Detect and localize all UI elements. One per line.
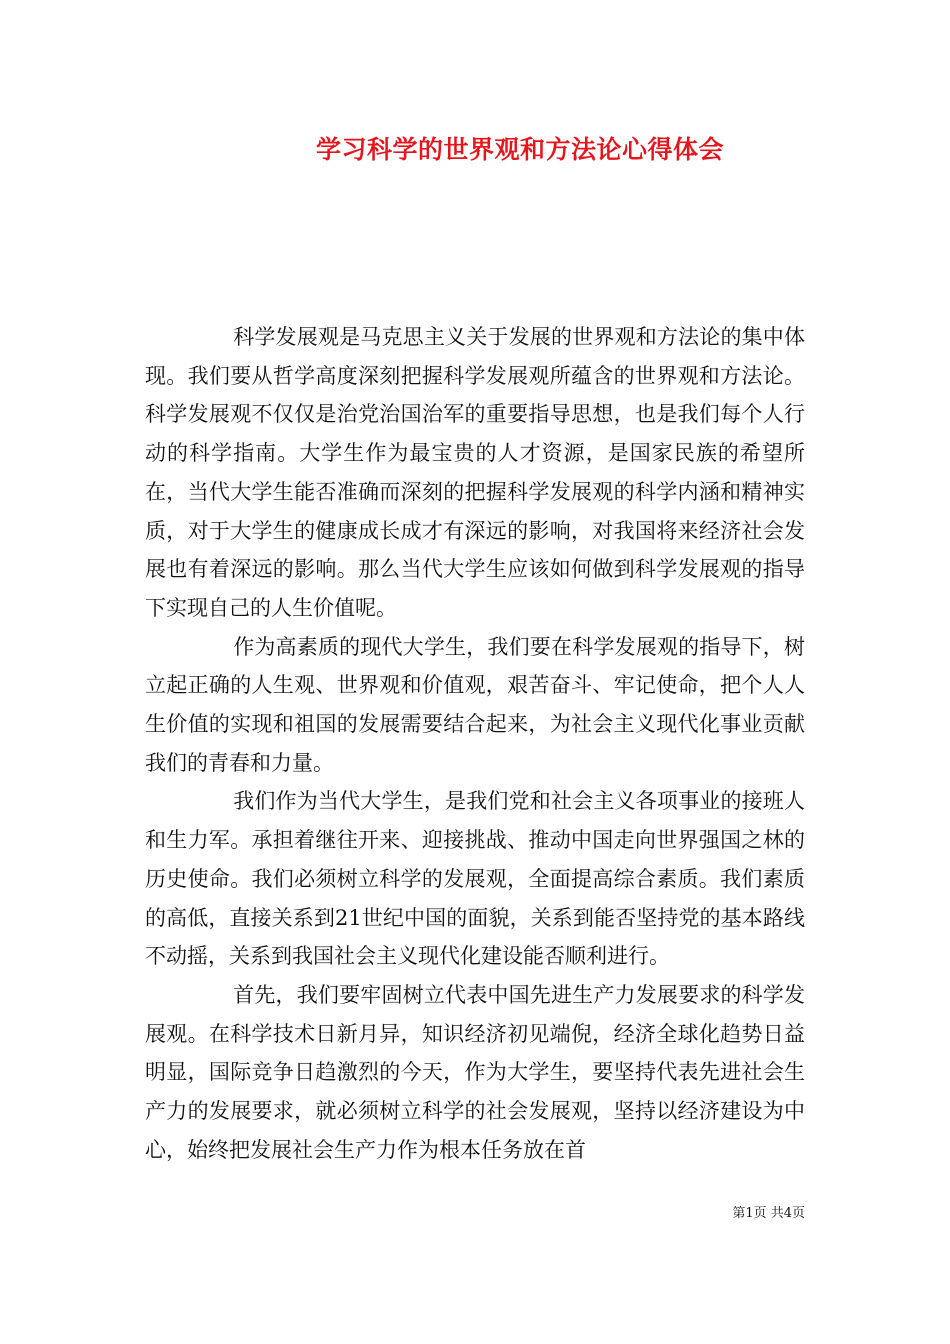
document-title: 学习科学的世界观和方法论心得体会 [315,135,724,164]
paragraph-1: 科学发展观是马克思主义关于发展的世界观和方法论的集中体现。我们要从哲学高度深刻把握科学发展观所蕴含的世界观和方法论。科学发展观不仅仅是治党治国治军的重要指导思想，也是我们每个人行动的科学指南。大学生作为最宝贵的人才资源，是国家民族的希望所在，当代大学生能否准确而深刻的把握科学发展观的科学内涵和精神实质，对于大学生的健康成长成才有深远的影响，对我国将来经济社会发展也有着深远的影响。那么当代大学生应该如何做到科学发展观的指导下实现自己的人生价值呢。 [145,325,805,620]
paragraph-2: 作为高素质的现代大学生，我们要在科学发展观的指导下，树立起正确的人生观、世界观和价值观，艰苦奋斗、牢记使命，把个人人生价值的实现和祖国的发展需要结合起来，为社会主义现代化事业贡献我们的青春和力量。 [145,634,805,775]
document-body [145,318,805,1169]
paragraph-3: 我们作为当代大学生，是我们党和社会主义各项事业的接班人和生力军。承担着继往开来、迎接挑战、推动中国走向世界强国之林的历史使命。我们必须树立科学的发展观，全面提高综合素质。我们素质的高低，直接关系到21世纪中国的面貌，关系到能否坚持党的基本路线不动摇，关系到我国社会主义现代化建设能否顺利进行。 [145,789,805,969]
paragraph-4: 首先，我们要牢固树立代表中国先进生产力发展要求的科学发展观。在科学技术日新月异，知识经济初见端倪，经济全球化趋势日益明显，国际竞争日趋激烈的今天，作为大学生，要坚持代表先进社会生产力的发展要求，就必须树立科学的社会发展观，坚持以经济建设为中心，始终把发展社会生产力作为根本任务放在首 [145,982,805,1162]
page-number-indicator: 第1页 共4页 [732,1206,805,1221]
